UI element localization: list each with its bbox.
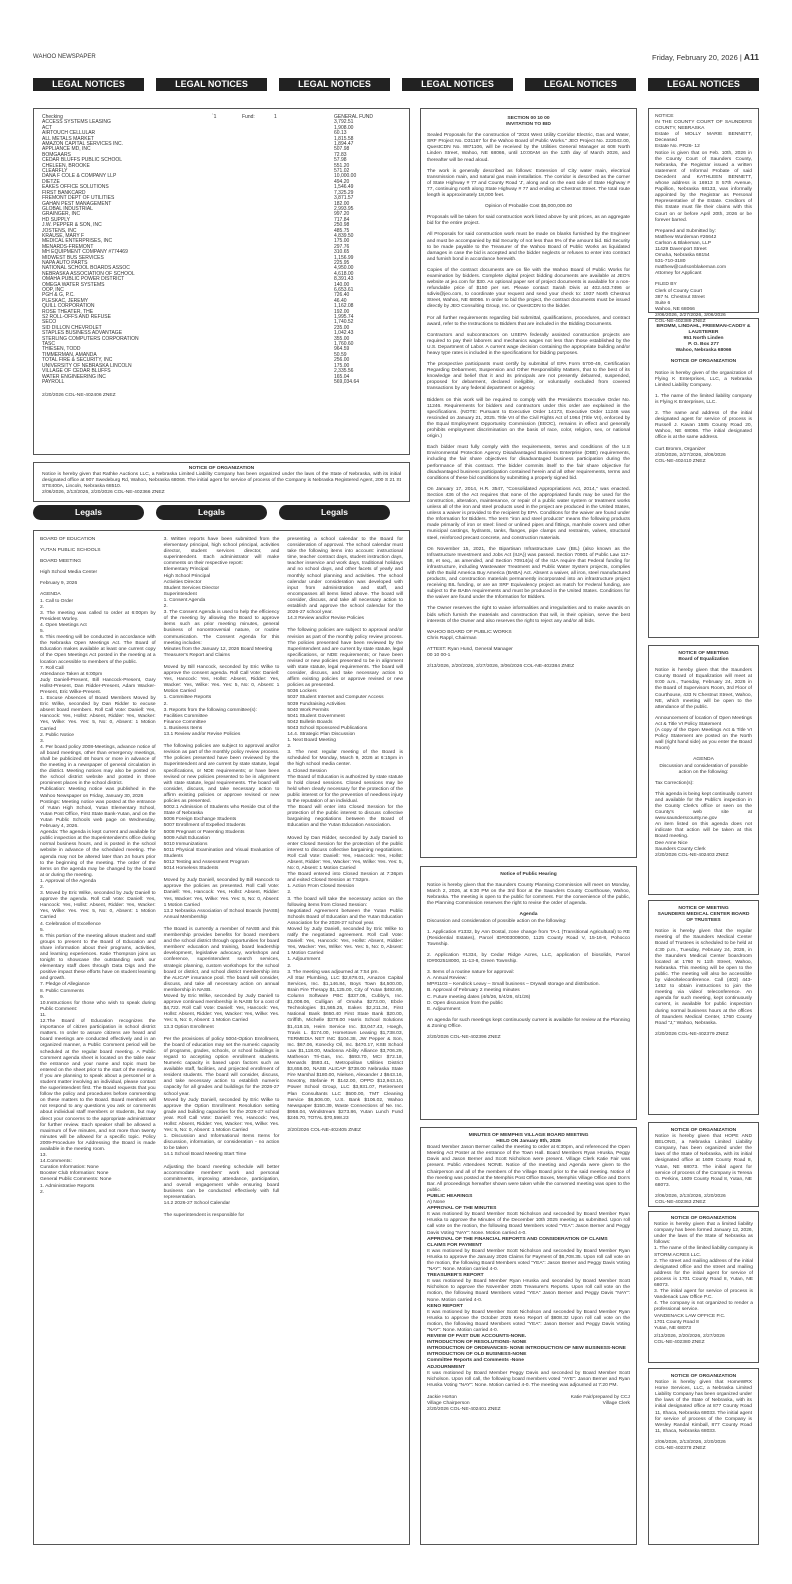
vendor-name: TIMMERMAN, AMANDA: [42, 351, 97, 358]
page-number: A11: [743, 52, 759, 62]
vendor-name: EAKES OFFICE SOLUTIONS: [42, 184, 109, 191]
account-label: Checking: [42, 114, 63, 120]
notice-footer: 2/06/2026, 2/13/2026, 2/20/2026 COL-NE-402366 ZNEZ: [42, 490, 165, 496]
claim-amount: 182.00: [334, 200, 350, 207]
notice-body: [427, 1145, 630, 1389]
vendor-list: [42, 115, 212, 385]
vendor-name: NATIONAL SCHOOL BOARDS ASSOC: [42, 265, 130, 272]
organization-paragraph: 1. The name of the limited liability company is Flying K Enterprises, LLC.: [655, 393, 752, 405]
claim-amount: 507.98: [334, 146, 350, 153]
claim-amount: 57.98: [334, 157, 347, 164]
notice-subtitle: HELD ON January 8th, 2026: [496, 1139, 561, 1145]
vendor-name: MEDICAL ENTERPRISES, INC: [42, 238, 113, 245]
vendor-name: TOTAL FIRE & SECURITY, INC: [42, 357, 113, 364]
section-heading: APPROVAL OF THE MINUTES: [427, 1206, 497, 1212]
claim-amount: 355.00: [334, 335, 350, 342]
vendor-name: NEBRASKA ASSOCIATION OF SCHOOL: [42, 270, 135, 277]
notice-body: [655, 371, 752, 465]
claim-amount: 4,950.00: [334, 265, 354, 272]
section-heading: CLAIMS FOR PAYMENT: [427, 1242, 482, 1248]
notice-footer: 2/13/2026, 2/20/2026, 2/27/2026 COL-NE-402380 ZNEZ: [654, 1333, 725, 1345]
vendor-name: NAPA AUTO PARTS: [42, 259, 88, 266]
notice-body: [655, 114, 752, 325]
notice-subtitle: Board of Equalization: [678, 657, 729, 663]
claim-amount: 964.59: [334, 346, 350, 353]
legal-notices-banner: LEGAL NOTICES: [525, 78, 636, 91]
notice-body: Notice is hereby given that the regular meeting of the Saunders Medical Center Board of Trustees is scheduled to be held at 4:30 p.m., Tuesday, February 24, 2026, in the Saunders Medical Center boardroom located at 1760 N 11th Street, Wahoo, Nebraska. This meeting will be open to the public. The meeting will also be accessible by video/teleconference. Call (402) 443-1452 to obtain instructions to join the meeting via video/ teleconference. An agenda for such meeting, kept continuously current, is available for public inspection during normal business hours at the offices of Saunders Medical Center, 1760 County Road "J," Wahoo, Nebraska.: [655, 929, 752, 1026]
notice-body: Notice is hereby given that a limited liability company has been formed January 12, 2026, under the laws of the State of Nebraska as follows: 1. The name of the limited liability company is STORM ACRES LLC. 2. The street and mailing address of the initial designated office and the street and mailing address for the initial agent for service of process is 1701 County Road 8, Yutan, NE 68073. 3. The initial agent for service of process is Vandenack Law Office P.C. 4. The company is not organized to render a professional service. VANDENACK LAW OFFICE P.C. 1701 County Road 8 Yutan, NE 68073: [654, 1222, 753, 1331]
minutes-paragraph: BOARD MEETING: [40, 559, 82, 565]
legals-banner: Legals: [279, 505, 390, 520]
vendor-name: S2 ROLL-OFFS AND REFUSE: [42, 314, 111, 321]
vendor-name: GRAINGER, INC: [42, 211, 81, 218]
notice-organization-rathke: [33, 462, 410, 502]
claim-amount: 571.02: [334, 168, 350, 175]
claim-amount: 192.00: [334, 308, 350, 315]
vendor-name: WATER ENGINEERING INC: [42, 373, 106, 380]
notice-board-of-equalization: [648, 645, 759, 895]
vendor-name: TASC: [42, 341, 55, 348]
bid-paragraph: For all further requirements regarding bid submittal, qualifications, procedures, and contract award, refer to the Instructions to Bidders that are included in the Bidding Documents.: [427, 315, 630, 327]
vendor-name: CHELEEN, BROOKE: [42, 162, 90, 169]
organization-paragraph: Curt Bromm, Organizer 2/20/2026, 2/27/2026, 3/06/2026 COL-NE-402410 ZNEZ: [655, 446, 726, 464]
vendor-name: MENARDS-FREMONT: [42, 243, 94, 250]
notice-title: NOTICE OF ORGANIZATION: [670, 1128, 737, 1133]
legal-notices-banner: LEGAL NOTICES: [279, 78, 390, 91]
claim-amount: 1,546.49: [334, 184, 354, 191]
legals-banner: Legals: [33, 505, 144, 520]
invitation-to-bid: [420, 108, 637, 858]
notice-public-hearing: [420, 866, 637, 1120]
board-of-education-minutes: [33, 530, 410, 1545]
fund-label: Fund:: [242, 114, 255, 120]
claim-amount: 1,760.60: [334, 341, 354, 348]
claim-amount: 165.04: [334, 373, 350, 380]
section-text: It was motioned by Board Member Ryan Hruska and seconded by Board Member Scott Nicholson to approve the November 2025 Treasurer's Reports. Upon roll call vote on the motion, the following Board Members voted "YEA" Jason Berner and Peggy Davis "NAY": None. Motion carried 4-0.: [427, 1279, 630, 1303]
vendor-name: THIESEN, TODD: [42, 346, 81, 353]
section-text: It was motioned by Board Member Peggy Davis and seconded by Board Member Scott Nicholson. Upon roll call, the following board members voted "AYE": Jason Berner and Ryan Hruska Voting "NAY": None. Motion carried 4-0. The meeting was adjourned at 7:20 PM.: [427, 1370, 630, 1388]
fund-name: GENERAL FUND: [334, 114, 373, 120]
amount-list: [334, 115, 401, 385]
notice-footer: 2/20/2026 COL-NE-402406 ZNEZ: [42, 393, 116, 399]
legal-notices-banner: LEGAL NOTICES: [648, 78, 759, 91]
notice-title: NOTICE OF MEETING: [678, 651, 729, 656]
notice-organization-storm-acres: [648, 1211, 759, 1363]
issue-date: [652, 52, 759, 62]
probate-paragraph: Prepared and Submitted by: Matthew Wurdeman #26642 Carlson & Blakeman, LLP 11429 Davenport Street Omaha, Nebraska 68154 531-710-3180 matthew@carlsonblakeman.com Attorney for Applicant: [655, 228, 727, 277]
notice-footer: 2/06/2026, 2/13/2026, 2/20/2026 COL-NE-402363 ZNEZ: [655, 1193, 726, 1206]
claim-amount: 485.75: [334, 227, 350, 234]
equalization-paragraph: Tax Correction(s):: [655, 780, 694, 786]
vendor-name: ACT: [42, 124, 52, 131]
vendor-name: OMAHA PUBLIC POWER DISTRICT: [42, 276, 125, 283]
notice-footer: 2/20/2026 COL-NE-402401 ZNEZ: [427, 1407, 501, 1413]
claim-amount: 494.20: [334, 178, 350, 185]
legal-notices-banner: LEGAL NOTICES: [33, 78, 144, 91]
bid-paragraph: Opinion of Probable Cost $5,000,000.00: [484, 204, 573, 210]
claim-amount: 1,908.00: [334, 124, 354, 131]
notice-title: NOTICE OF ORGANIZATION: [188, 466, 255, 471]
vendor-name: CLEARFLY: [42, 168, 68, 175]
agenda-items: [427, 919, 630, 1030]
legals-banner: Legals: [156, 505, 267, 520]
agenda-title: Agenda: [519, 912, 538, 918]
section-heading: INTRODUCTION OF OLD BUSINESS-NONE: [427, 1352, 527, 1358]
claim-amount: 551.20: [334, 162, 350, 169]
claim-amount: 4,839.50: [334, 232, 354, 239]
vendor-name: DANA F COLE & COMPANY LLP: [42, 173, 117, 180]
notice-body: [655, 668, 752, 859]
claim-amount: 250.98: [334, 222, 350, 229]
law-firm: BROMM, LINDAHL, FREEMAN-CADDY & LAUSTERER 951 North Linden P. O. Box 277 Wahoo, Nebraska 68066: [656, 324, 751, 354]
equalization-paragraph: This agenda is being kept continually current and available for the Public's inspection in the County Clerk's office or seen on the County's web site at www.saunderscounty.ne.gov An item listed on this agenda does not indicate that action will be taken at this Board meeting. Dee Anne Nice Saunders County Clerk 2/20/2026 COL-NE-402403 ZNEZ: [655, 791, 752, 858]
minutes-paragraph: AGENDA 1. Call to Order 2. 3. The meeting was called to order at 6:00pm by President Worley. 4. Open Meetings Act 5. 6. This meeting will be conducted in accordance with the Nebraska Open Meetings Act. The Board of Education makes available at least one current copy of the Open Meetings Act posted in the meeting at a location accessible to members of the public. 7. Roll Call Attendance Taken at 6:00pm Judy Daniell-Present, Bill Hancock-Present, Gary Hollst-Present, Dan Ridder-Present, Adam Wacker-Present, Eric Wilke-Present. 1. Excuse Absences of Board Members Moved by Eric Wilke, seconded by Dan Ridder to excuse absent board members. Roll Call Vote: Daniell: Yes, Hancock: Yes, Hollst: Absent, Ridder: Yes, Wacker: Yes, Wilke: Yes. Yes: 5, No: 0, Absent: 1 Motion Carried 2. Public Notice 3. 4. Per board policy 2008-Meetings, advance notice of all board meetings, other than emergency meetings, shall be publicized 48 hours or more in advance of the meeting in a newspaper of general circulation in the district. Meeting notices may also be posted on the school district website and posted in three prominent places in the school district. Publication: Meeting notice was published in the Wahoo Newspaper on Friday, January 30, 2026 Postings: Meeting notice was posted at the entrance of Yutan High School, Yutan Elementary School, Yutan Post Office, First State Bank-Yutan, and on the Yutan Public Schools web page on Wednesday, February 4, 2026. Agenda: The agenda is kept current and available for public inspection at the Superintendent's office during normal business hours, and is posted in the school website in advance of the scheduled meeting. The agenda may not be altered later than 24 hours prior to the beginning of the meeting. The order of the items on the agenda may be changed by the board at or during the meeting. 1. Approval of the Agenda 2. 3. Moved by Eric Wilke, seconded by Judy Daniell to approve the agenda. Roll Call Vote: Daniell: Yes, Hancock: Yes, Hollst: Absent, Ridder: Yes, Wacker: Yes, Wilke: Yes. Yes: 5, No: 0, Absent: 1 Motion Carried 4. Celebration of Excellence 5. 6. This portion of the meeting allows student and staff groups to present to the Board of Education and share information about their programs, activities, and learning experiences. Katie Thompson joins us tonight to showcase the outstanding work our elementary staff does through Data Digs and the positive impact these efforts have on student learning and growth. 7. Pledge of Allegiance 8. Public Comments 9. 10.Instructions for those who wish to speak during Public Comment: 11. 12.The Board of Education recognizes the importance of citizen participation in school district matters. In order to assure citizens are heard and board meetings are conducted effectively and in an organized manner, a Public Comment period will be scheduled at the regular board meeting. A Public Comment agenda sheet is located on the table near the entrance and your name and topic must be entered on the sheet prior to the start of the meeting. If you are planning to speak about a personnel or a student matter involving an individual, please contact the superintendent first. The Board requests that you follow the policy and procedures before commenting on these matters to the Board. Board members will not respond to any questions you ask or comments about individual staff members or students, but may direct your concerns to the appropriate administrator for further review. Each speaker shall be allowed a maximum of five minutes, and not more than twenty minutes will be allowed for a specific topic. Policy 2009-Procedure for Addressing the Board is made available in the meeting room. 13. 14.Comments: Curation Information: None Booster Club Information: None General Public Comments: None 1. Administrative Reports 2.: [40, 592, 156, 1195]
legal-notices-banner: LEGAL NOTICES: [402, 78, 513, 91]
legal-notices-banner: LEGAL NOTICES: [156, 78, 267, 91]
agenda-item: Discussion and consideration of possible action on the following:: [427, 918, 567, 924]
bid-paragraph: Bidders on this work will be required to comply with the President's Executive Order No. 11246. Requirements for bidders and contractors under this order are explained in the specifications. (NOTE: Pursuant to Executive Order 14173, Executive Order 11246 was rescinded on January 21, 2025. Title VII of the Civil Rights Act of 1964 (Title VII), enforced by the Equal Employment Opportunity Commission (EEOC), remains in effect and generally prohibits employment discrimination on the basis of race, color, religion, sex, or national origin.): [427, 397, 630, 440]
notice-body: Notice is hereby given that Rathke Auctions LLC, a Nebraska Limited Liability Company has been organized under the laws of the State of Nebraska, with its initial designated office at 907 Swedeburg Rd, Wahoo, Nebraska 68066. The initial agent for service of process of the Company is Nebraska Registered Agent, 200 S 21 St STE400A, Lincoln, Nebraska 68510.: [42, 472, 401, 490]
vendor-name: PAYROLL: [42, 378, 65, 385]
claim-amount: 72.83: [334, 151, 347, 158]
bid-paragraph: Each bidder must fully comply with the requirements, terms and conditions of the U.S Environmental Protection Agency Disadvantaged Business Enterprise (DBE) requirements, including the fair share objectives for disadvantaged business participation during the performance of this contract. The bidder commits itself to the fair share objective for disadvantaged business participation contained herein and all other requirements, terms and conditions of these bid conditions by submitting a properly signed bid.: [427, 445, 630, 481]
claim-amount: 1,162.08: [334, 303, 354, 310]
claim-amount: 726.40: [334, 292, 350, 299]
vendor-name: AMAZON CAPITAL SERVICES INC.: [42, 141, 124, 148]
probate-paragraph: FILED BY Clerk of County Court 387 N. Chestnut Street Suite 6 Wahoo, NE 68066 2/06/2026, 2/27/2026, 3/06/2026 COL-NE-402389 ZNEZ: [655, 282, 726, 324]
notice-title: NOTICE OF ORGANIZATION: [670, 359, 737, 365]
section-heading: INTRODUCTION OF RESOLUTIONS- NONE: [427, 1340, 527, 1346]
claims-notice: [33, 108, 410, 455]
bid-paragraph: WAHOO BOARD OF PUBLIC WORKS Chris Rappl, Chairman: [427, 629, 512, 641]
vendor-name: CEDAR BLUFFS PUBLIC SCHOOL: [42, 157, 123, 164]
claim-amount: 225.95: [334, 259, 350, 266]
section-heading: Committee Reports and Comments -None: [427, 1358, 525, 1364]
claim-amount: 1,894.47: [334, 141, 354, 148]
vendor-name: STAPLES BUSINESS ADVANTAGE: [42, 330, 123, 337]
equalization-paragraph: AGENDA Discussion and consideration of possible action on the following:: [659, 757, 748, 775]
claim-amount: 997.20: [334, 211, 350, 218]
vendor-name: MIDWEST BUS SERVICES: [42, 254, 104, 261]
vendor-name: JOSTENS, INC: [42, 227, 77, 234]
section-text: It was motioned by Board Member Scott Nicholson and seconded by Board Member Ryan Hruska to approve the Minutes of the December 10th 2025 meeting as submitted. Upon roll call vote on the motion, the following Board Members voted "YEA": Jason Berner and Peggy Davis Voting "NAY": None. Motion carried 4-0.: [427, 1212, 630, 1236]
notice-body: [427, 133, 630, 659]
claim-amount: 8,391.43: [334, 276, 354, 283]
vendor-name: KRAUSE, MARY F: [42, 232, 85, 239]
claim-amount: 3,871.57: [334, 195, 354, 202]
bid-paragraph: On January 17, 2014, H.R. 3547, "Consolidated Appropriations Act, 2014," was enacted. Section 436 of the Act requires that none of the appropriated funds may be used for the construction, alteration, maintenance, or repair of a public water system or treatment works unless all of the iron and steel products used in the project are produced in the United States, unless a waiver is provided to the recipient by EPA. Conditions for the waiver are found under the Information for Bidders. The term "iron and steel products" means the following products made primarily of iron or steel: lined or unlined pipes and fittings, manhole covers and other municipal castings, hydrants, tanks, flanges, pipe clamps and restraints, valves, structural steel, reinforced precast concrete, and construction materials.: [427, 486, 630, 541]
newspaper-name: WAHOO NEWSPAPER: [33, 54, 96, 60]
chair-signature: Jackie Horton Village Chairperson: [427, 1394, 470, 1407]
claim-amount: 4,618.00: [334, 270, 354, 277]
section-heading: INTRODUCTION OF ORDINANCES- NONE INTRODUCTION OF NEW BUSINESS-NONE: [427, 1346, 626, 1352]
vendor-name: OOP, INC: [42, 287, 64, 293]
vendor-name: PGH & G, P.C.: [42, 292, 75, 299]
vendor-name: QUILL CORPORATION: [42, 303, 95, 310]
vendor-name: GLOBAL INDUSTRIAL: [42, 205, 93, 212]
claim-amount: 175.00: [334, 238, 350, 245]
notice-body: Notice is hereby given that HomeWRX Home Services, LLC, a Nebraska Limited Liability Company has been organized under the laws of the State of Nebraska, with its initial designated office at 877 County Road 11, Ithaca, Nebraska 68033. The initial agent for service of process of the Company is Wesley Randal Kimball, 877 County Road 11, Ithaca, Nebraska 68033.: [655, 1380, 752, 1434]
notice-title: Notice of Public Hearing: [500, 872, 557, 877]
notice-title: NOTICE OF MEETING: [678, 906, 729, 911]
section-heading: APPROVAL OF THE FINANCIAL REPORTS AND CONSIDERATION OF CLAIMS: [427, 1236, 608, 1242]
notice-title: NOTICE OF ORGANIZATION: [670, 1216, 737, 1221]
claim-amount: 569,034.64: [334, 378, 360, 385]
date-text: Friday, February 20, 2026 |: [652, 53, 744, 62]
minutes-column: [164, 537, 280, 1538]
claim-amount: 7,325.29: [334, 189, 354, 196]
claim-amount: 1,995.74: [334, 314, 354, 321]
minutes-column: [287, 537, 403, 1538]
vendor-name: ALL METALS MARKET: [42, 135, 94, 142]
agenda-item: 1. Application #1332, by Ann Dostal, zone change from TA-1 (Transitional Agricultural) to RE (Residential Estates), Parcel ID#003009000, 1125 County Road V, 15-16-8, Pohocco Township.: [427, 929, 630, 947]
bid-paragraph: All Proposals for said construction work must be made on blanks furnished by the Engineer and must be accompanied by Bid Security of not less than 5% of the amount bid. Bid Security to be made payable to the Treasurer of the Wahoo Board of Public Works as liquidated damages in case the bid is accepted and the bidder neglects or refuses to enter into contract and furnish bond in accordance herewith.: [427, 232, 630, 262]
agenda-item: 2. Application #1334, by Cedar Ridge Acres, LLC, application of biosolids, Parcel ID#002518000, 11-13-8, Green Township.: [427, 952, 630, 965]
minutes-paragraph: 3. Written reports have been submitted from the elementary principal, high school principal, activities director, student services director, and superintendent. Each administrator will make comments on their respective report: Elementary Principal High School Principal Activities Director Student Services Director Superintendent 1. Consent Agenda 2. 3. The Consent Agenda is used to help the efficiency of the meeting by allowing the Board to approve items such as prior meeting minutes, general business of nonontroversial nature, or routine communication. The Consent Agenda for this meeting includes: Minutes from the January 12, 2026 Board Meeting Treasurer's Report and Claims Moved by Bill Hancock, seconded by Eric Wilke to approve the consent agenda. Roll Call Vote: Daniell: Yes, Hancock: Yes, Hollst: Absent, Ridder: Yes, Wacker: Yes, Wilke: Yes. Yes: 5, No: 0, Absent: 1 Motion Carried 1. Committee Reports 2. 3. Reports from the following committee(s): Facilities Committee Finance Committee 1. Business Items 13.1 Review and/or Revise Policies The following policies are subject to approval and/or revision as part of the monthly policy review process. The policies presented have been reviewed by the Superintendent and are current by state statute, legal specifications, or NDE requirements; or have been revised or new policies presented to be in alignment with state statute, legal requirements. The board will consider, discuss, and take necessary action to affirm existing policies or approve revised or new policies as presented. 5002.1 Admission of Students who Reside Out of the State of Nebraska 5006 Foreign Exchange Students 5007 Enrollment of Expelled Students 5008 Pregnant or Parenting Students 5009 Adult Education 5010 Immunizations 5011 Physical Examination and Visual Evaluation of Students 5012 Testing and Assessment Program 5014 Homeless Students Moved by Judy Daniell, seconded by Bill Hancock to approve the policies as presented. Roll Call Vote: Daniell: Yes, Hancock: Yes, Hollst: Absent, Ridder: Yes, Wacker: Yes, Wilke: Yes. Yes: 5, No: 0, Absent: 1 Motion Carried 13.2 Nebraska Association of School Boards (NASB) Annual Membership The Board is currently a member of NASB and this membership provides benefits for board members and the school district through opportunities for board members' education and training, board leadership development, legislative advocacy, workshops and conference, superintendent search services, strategic planning, custom workshops for the school board or district, and school district membership into the ALICAP insurance pool. The board will consider, discuss, and take all necessary action on annual membership in NASB. Moved by Eric Wilke, seconded by Judy Daniell to approve continued membership in NASB for a cost of $4,722. Roll Call Vote: Daniell: Yes, Hancock: Yes, Hollst: Absent, Ridder: Yes, Wacker: Yes, Wilke: Yes. Yes: 5, No: 0, Absent: 1 Motion Carried 13.3 Option Enrollment Per the provisions of policy 5004-Option Enrollment, the board of education may set the numeric capacity of programs, grades, schools, or school buildings in regard to accepting option enrollment students. Numeric capacity is based upon factors such as available staff, facilities, and projected enrollment of resident students. The board will consider, discuss, and take necessary action to establish numeric capacity for all grades and buildings for the 2026-27 school year. Moved by Judy Daniell, seconded by Eric Wilke to approve the Option Enrollment Resolution setting grade and building capacities for the 2026-27 school year. Roll Call Vote: Daniell: Yes, Hancock: Yes, Hollst: Absent, Ridder: Yes, Wacker: Yes, Wilke: Yes. Yes: 5, No: 0, Absent: 1 Motion Carried 1. Discussion and Informational Items Items for discussion, information, or consideration - no action to be taken 14.1 School Board Meeting Start Time Adjusting the board meeting schedule will better accommodate members' work and personal commitments, improving attendance, participation, and overall engagement while ensuring board business can be conducted effectively with full representation. 14.2 2026-27 School Calendar The superintendent is responsible for: [163, 537, 280, 1219]
vendor-name: VILLAGE OF CEDAR BLUFFS: [42, 368, 111, 375]
claim-amount: 46.40: [334, 297, 347, 304]
organization-paragraph: 2. The name and address of the initial designated agent for service of process is Russell J. Kavan 1585 County Road 20, Wahoo, NE 68066. The initial designated office is at the same address.: [655, 411, 752, 441]
vendor-name: DIETZE: [42, 178, 60, 185]
section-heading: REVIEW OF PAST DUE ACCOUNTS-NONE.: [427, 1334, 527, 1340]
minutes-paragraph: presenting a school calendar to the Board for consideration of approval. The school calendar must take the following items into account: instructional time, teacher contract days, student instruction days, teacher inservice and work days, traditional holidays and no school days, and other facets of yearly and monthly school planning and activities. The school calendar under consideration was developed with input from administration and staff, and encompasses all items listed above. The board will consider, discuss, and take all necessary action to establish and approve the school calendar for the 2026-27 school year. 14.3 Review and/or Revise Policies The following policies are subject to approval and/or revision as part of the monthly policy review process. The policies presented have been reviewed by the Superintendent and are current by state statute, legal specifications, or NDE requirements; or have been revised or new policies presented to be in alignment with state statute, legal requirements. The board will consider, discuss, and take necessary action to affirm existing policies or approve revised or new policies as presented. 5036 Lockers 5037 Student Internet and Computer Access 5039 Fundraising Activities 5040 Work Permits 5041 Student Government 5042 Bulletin Boards 5043 School Sponsored Publications 14.4. Strategic Plan Discussion 1. Next Board Meeting 2. 3. The next regular meeting of the Board is scheduled for Monday, March 9, 2026 at 6:15pm in the high school media center. 4. Closed Session The Board of Education is authorized by state statute to hold closed sessions. Closed sessions may be held when clearly necessary for the protection of the public interest or for the prevention of needless injury to the reputation of an individual. The Board will enter into Closed Session for the protection of the public interest to discuss collective bargaining negotiations between the Board of Education and the Yutan Education Association. Moved by Dan Ridder, seconded by Judy Daniell to enter Closed Session for the protection of the public interest to discuss collective bargaining negotiations. Roll Call Vote: Daniell: Yes, Hancock: Yes, Hollst: Absent, Ridder: Yes, Wacker: Yes, Wilke: Yes. Yes: 5, No: 0, Absent: 1 Motion Carried The Board entered into Closed Session at 7:36pm and exited Closed Session at 7:52pm. 1. Action From Closed Session 2. 3. The board will take the necessary action on the following items from Closed Session: Negotiated Agreement between the Yutan Public Schools Board of Education and the Yutan Education Association for the 2026-27 school year. Moved by Judy Daniell, seconded by Eric Wilke to ratify the negotiated agreement. Roll Call Vote: Daniell: Yes, Hancock: Yes, Hollst: Absent, Ridder: Yes, Wacker: Yes, Wilke: Yes. Yes: 5, No: 0, Absent: 1 Motion Carried 1. Adjournment 2. 3. The meeting was adjourned at 7:54 pm. All Star Plumbing, LLC $2,678.01, Amazon Capital Services, Inc. $1,146.84, Boys Town $4,500.00, Brain Fire Therapy $1,125.00, City of Yutan $492.69, Column Software PBC $337.05, Cubby's, Inc. $1,008.06, Culligan of Omaha $273.00, Ebcle Technologies $1,565.25, Eakes $2,211.34, First National Bank $650.40 First State Bank $20.00, Griffith, Michelle $378.00 Harris School Solutions $1,418.15, Heim Service Inc. $3,047.43, Hoegh, Travis L. $174.00, Hometown Leasing $1,738.03, TERMEDIA NET INC $104.38, JW Pepper & Son, Inc. $67.06, Konecky Oil, Inc. $470.17, KSB School Law $1,118.00, Madonna Ability Alliance $3,706.29, Matheson Tri-Gas, Inc. $693.70, MCI $72.18, Menards $593.41, Metropolitan Utilities District $3,658.00, NASB ALICAP $738.00 Nebraska State Fire Marshal $180.00, Nielsen, Alexander J $643.16, Novotny, Stefanie R $142.00, OPPD $12,943.10, Power School Group, LLC $3,931.07, Retirement Plan Consultants LLC $500.00, TMT Cleaning Service $6,506.00, U.S. Bank $106.02, Wahoo Newspaper $150.39, Waste Connections of Ne. Inc. $958.04, Windstream $273.86, Yutan Lunch Fund $246.70, TOTAL $70,598.23 2/20/2026 COL-NE-402405 ZNEZ: [287, 537, 403, 1134]
claim-amount: 235.00: [334, 324, 350, 331]
fund-number: 1: [274, 114, 277, 120]
claim-amount: 1,815.58: [334, 135, 354, 142]
vendor-name: PLESKAC, JEREMY: [42, 297, 89, 304]
minutes-paragraph: February 9, 2026: [40, 581, 78, 587]
vendor-name: SECO: [42, 319, 57, 326]
claim-amount: 6,653.61: [334, 287, 354, 293]
memphis-village-minutes: [420, 1127, 637, 1545]
vendor-name: J.W. PEPPER & SON, INC: [42, 222, 102, 229]
bid-paragraph: The Owner reserves the right to waive informalities and irregularities and to make awards on bids which furnish the materials and construction that will, in their opinion, serve the best interests of the Owner and also reserves the right to reject any and/or all bids.: [427, 606, 630, 624]
section-text: It was motioned by Board Member Scott Nicholson and seconded by Board Member Ryan Hruska to approve the October 2025 Keno Report of $808.32 Upon roll call vote on the motion, the following Board Members voted "YEA": Jason Berner and Peggy Davis Voting "NAY": None. Motion carried 4-0.: [427, 1309, 630, 1333]
notice-organization-flying-k: [648, 318, 759, 638]
claim-amount: 310.65: [334, 249, 350, 256]
vendor-name: SID DILLON CHEVROLET: [42, 324, 102, 331]
minutes-column: [40, 537, 156, 1538]
notice-intro: Notice is hereby given that the Saunders County Planning Commission will meet on Monday, March 2, 2026, at 6:30 PM on the 3rd floor at the Saunders County Courthouse, Wahoo, Nebraska. The meeting is open to the public for comment. For the convenience of the public, the Planning Commission reserves the right to revise the order of agenda.: [427, 883, 630, 907]
notice-organization-hope: [648, 1122, 759, 1207]
bid-paragraph: The work is generally described as follows: Extension of City water main, electrical transmission main, and natural gas main installation. The corridor is described as the corner of State Highway # 77 and County Road 'J', along and on the east side of State Highway # 77, continuing north along State Highway # 77 and ending at Chestnut Street. The total route length is approximately 18,000 feet.: [427, 168, 630, 199]
vendor-name: FREMONT DEPT OF UTILITIES: [42, 195, 115, 202]
claim-amount: 60.13: [334, 130, 347, 137]
section-text: It was motioned by Board Member Scott Nicholson and seconded by Board Member Ryan Hruska to approve the January 2026 Claims for Payment of $6,708.35. Upon roll call vote on the motion, the following Board Members voted "YEA": Jason Berner and Peggy Davis Voting "NAY": None. Motion carried 4-0.: [427, 1248, 630, 1273]
equalization-paragraph: Announcement of location of Open Meetings Act & Title VI Policy Statement (A copy of the Open Meetings Act & Title VI Policy Statement are posted on the North wall (right hand side) as you enter the Board Room): [655, 715, 752, 752]
account-number: `1: [212, 114, 217, 120]
claim-amount: 3,792.51: [334, 119, 354, 126]
vendor-name: OMEGA WATER SYSTEMS: [42, 281, 105, 288]
notice-probate-bennett: [648, 108, 759, 324]
minutes-paragraph: High School Media Center: [40, 570, 98, 576]
vendor-name: ROSE THEATER, THE: [42, 308, 94, 315]
notice-saunders-medical-center: [648, 900, 759, 1115]
notice-footer: 2/20/2026 COL-NE-402396 ZNEZ: [427, 1034, 501, 1040]
section-heading: PUBLIC HEARINGS: [427, 1193, 473, 1199]
notice-organization-homewrx: [648, 1368, 759, 1545]
claim-amount: 140.00: [334, 281, 350, 288]
claim-amount: 1,156.99: [334, 254, 354, 261]
section-text: A) None: [427, 1200, 445, 1206]
notice-title: INVITATION TO BID: [506, 122, 551, 128]
agenda-item: 3. Items of a routine nature for approval: A. Annual Review: MP#1103 – Kendrick Leavy – Small business – Drywall storage and distribution. B. Approval of February 2 meeting minutes C. Future meeting dates (4/6/26, 5/4/26, 6/1/26) D. Open discussion from the public E. Adjournment: [427, 970, 600, 1012]
bid-paragraph: Proposals will be taken for said construction work listed above by unit prices, as an aggregate bid for the entire project.: [427, 215, 630, 227]
claim-amount: 175.00: [334, 362, 350, 369]
organization-paragraph: Notice is hereby given of the organization of Flying K Enterprises, LLC, a Nebraska Limited Liability Company.: [655, 370, 752, 388]
vendor-name: GAHAN PEST MANAGEMENT: [42, 200, 112, 207]
bid-paragraph: The prospective participants must certify by submittal of EPA Form 5700-49, Certification Regarding Debarment, Suspension and Other Responsibility Matters, that to the best of its knowledge and belief that it and its principals are not presently debarred, suspended, proposed for debarment, declared ineligible, or voluntarily excluded from covered transactions by any federal department or agency.: [427, 362, 630, 392]
vendor-name: HD SUPPLY: [42, 216, 70, 223]
minutes-paragraph: YUTAN PUBLIC SCHOOLS: [40, 548, 101, 554]
vendor-name: FIRST BANKCARD: [42, 189, 86, 196]
vendor-name: APPLIANCE MD, INC: [42, 146, 91, 153]
equalization-paragraph: Notice is hereby given that the Saunders County Board of Equalization will meet at 9:00 a.m., Tuesday, February 24, 2026 in the Board of Supervisors Room, 3rd Floor of Courthouse, 433 N Chestnut Street, Wahoo, NE, which meeting will be open to the attendance of the public.: [655, 668, 752, 710]
claim-amount: 10,000.00: [334, 173, 357, 180]
bid-paragraph: ATTEST: Ryan Hund, General Manager 00 10 00-1: [427, 646, 513, 659]
probate-paragraph: NOTICE IN THE COUNTY COURT OF SAUNDERS COUNTY, NEBRASKA Estate of MOLLY MARIE BENNETT, Deceased Estate No. PR26- 12 Notice is given that on Feb. 10th, 2026 in the County Court of Saunders County, Nebraska, the Registrar issued a written statement of Informal Probate of said Decedent and KATHLEEN BENNETT, whose address is 16913 S 57th Avenue, Papillion, Nebraska 68133, was informally appointed by the Registrar as Personal Representative of the Estate. Creditors of this Estate must file their claims with this Court on or before April 20th, 2026 or be forever barred.: [655, 114, 752, 223]
claim-amount: 717.84: [334, 216, 350, 223]
bid-paragraph: Contractors and subcontractors on USEPA federally assisted construction projects are required to pay their laborers and mechanics wages not less than those established by the U.S. Department of Labor. A current wage decision containing the appropriate building and/or heavy type rates is included in the specifications for bidding purposes.: [427, 332, 630, 356]
notice-title: MINUTES OF MEMPHIS VILLAGE BOARD MEETING: [468, 1133, 589, 1138]
claim-amount: 256.00: [334, 357, 350, 364]
clerk-signature: Katie Fair/prepared by CCJ Village Clerk: [570, 1394, 630, 1407]
vendor-name: ACCESS SYSTEMS LEASING: [42, 119, 111, 126]
bid-paragraph: Copies of the contract documents are on file with the Wahoo Board of Public Works for examination by bidders. Complete digital project bidding documents are available at JEO's website at jeo.com for $30. An optional paper set of project documents is available for a non-refundable price of $150 per set. Please contact Sarah Divis at 402.443.7496 or sdivis@jeo.com, to coordinate your request and send your check to: 1937 North Chestnut Street, Wahoo, NE 68066. In order to bid the project, the contract documents must be issued directly by JEO Consulting Group, Inc. or QuestCDN to the bidder.: [427, 267, 630, 310]
section-heading: KENO REPORT: [427, 1303, 463, 1309]
vendor-name: UNIVERSITY OF NEBRASKA LINCOLN: [42, 362, 132, 369]
claim-amount: 50.59: [334, 351, 347, 358]
section-number: SECTION 00 10 00: [507, 116, 550, 121]
notice-subtitle: SAUNDERS MEDICAL CENTER BOARD OF TRUSTEES: [657, 912, 750, 924]
claim-amount: 1,042.43: [334, 330, 354, 337]
notice-body: Notice is hereby given that HOPE AND BELONG, a Nebraska Limited Liability Company, has been organized under the laws of the State of Nebraska, with its initial designated office at 1609 County Road 8, Yutan, NE 68073. The initial agent for service of process of the Company is Teresa G. Perkins, 1609 County Road 8, Yutan, NE 68073.: [655, 1134, 752, 1188]
claim-amount: 1,740.52: [334, 319, 354, 326]
claim-amount: 297.76: [334, 243, 350, 250]
claim-amount: 2,335.56: [334, 368, 354, 375]
bid-paragraph: On November 15, 2021, the Bipartisan Infrastructure Law (BIL) (also known as the Infrastructure Investment and Jobs Act (IIJA)) was passed. Section 70901 of Public Law 117-58, et seq., as amended, and Section 70914(a) of the IIJA require that Federal funding for infrastructure, including Wastewater Treatment and Public Water System projects, complies with the Build America Buy America (BABA) Act. Absent a waiver, all iron, steel manufactured products, and construction materials permanently incorporated into an infrastructure project receiving BIL funding, or are an SRF Equivalency project as match for Federal funding, are subject to the BABA requirements and must be produced in the United States. Conditions for the waiver are found under the Information for Bidders.: [427, 546, 630, 601]
section-text: Board Member Jason Berner called the meeting to order at 6:30pm, and referenced the Open Meeting Act Poster at the entrance of the Town Hall. Board Members Ryan Hruska, Peggy Davis and Jason Berner and Scott Nicholson were present. Village Clerk Katie Fair was present. Public Attendees NONE. Notice of the meeting and Agenda were given to the Chairperson and all of the members of the Village Board prior to the said meeting. Notice of the meeting was posted at the Memphis Post Office Boxes, Memphis Village Office and Don's Bar. All proceedings hereafter shown were taken while the convened meeting was open to the public.: [427, 1145, 630, 1193]
vendor-name: STERLING COMPUTERS CORPORATION: [42, 335, 139, 342]
notice-footer: 2/13/2026, 2/20/2026, 2/27/2026, 3/06/2026 COL-NE-402384 ZNEZ: [427, 664, 575, 670]
vendor-name: BOMGAARS: [42, 151, 71, 158]
vendor-name: AIRTOUCH CELLULAR: [42, 130, 96, 137]
vendor-name: MH EQUIPMENT COMPANY #774469: [42, 249, 128, 256]
notice-footer: 2/06/2026, 2/13/2026, 2/20/2026 COL-NE-402378 ZNEZ: [655, 1439, 726, 1452]
section-heading: ADJOURNMENT: [427, 1364, 466, 1370]
notice-footer: 2/20/2026 COL-NE-402379 ZNEZ: [655, 1031, 729, 1037]
minutes-paragraph: BOARD OF EDUCATION: [40, 537, 96, 542]
bid-paragraph: Sealed Proposals for the construction of "2024 West Utility Corridor Electric, Gas and Water, SRF Project No. D31167 for the Wahoo Board of Public Works." JEO Project No. 222042.00, QuestCDN No. 8871106, will be received by the Utilities General Manager at 608 North Linden Street, Wahoo, NE 68066, until 10:00AM on the 12th day of March 2026, and thereafter will be read aloud.: [427, 133, 630, 163]
claim-amount: 2,993.95: [334, 205, 354, 212]
agenda-item: An agenda for such meetings kept continuously current is available for review at the Planning & Zoning Office.: [427, 1017, 630, 1029]
section-heading: TREASURER'S REPORT: [427, 1273, 484, 1279]
notice-title: NOTICE OF ORGANIZATION: [670, 1374, 737, 1379]
